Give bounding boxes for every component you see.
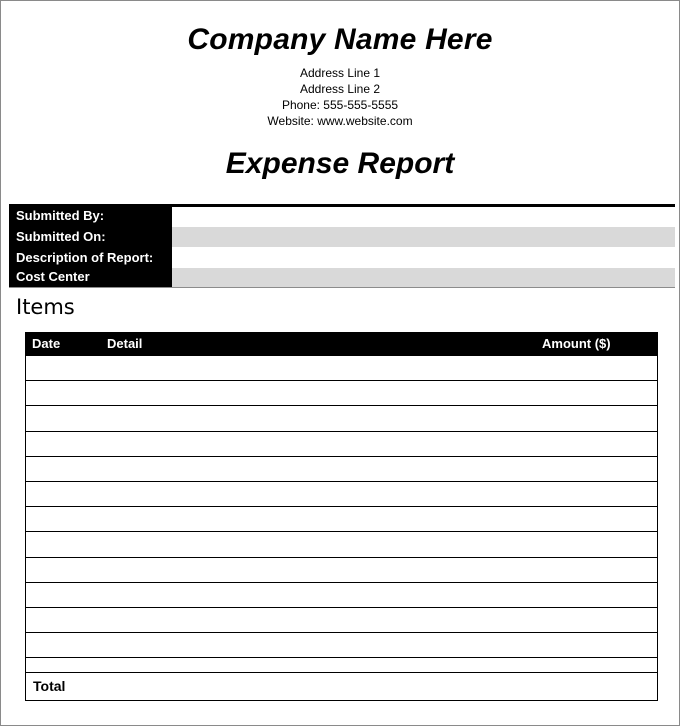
description-label: Description of Report: <box>16 250 154 265</box>
phone-line: Phone: 555-555-5555 <box>281 98 399 112</box>
table-row[interactable] <box>26 432 657 457</box>
info-row-description <box>9 248 675 268</box>
report-title: Expense Report <box>225 147 455 180</box>
table-row[interactable] <box>26 532 657 557</box>
address-line-1: Address Line 1 <box>299 66 381 80</box>
address-line-2: Address Line 2 <box>299 82 381 96</box>
column-header-amount: Amount ($) <box>542 336 611 351</box>
submitted-by-field[interactable] <box>172 206 675 226</box>
cost-center-field[interactable] <box>172 268 675 287</box>
cost-center-label: Cost Center <box>16 269 90 284</box>
description-field[interactable] <box>172 248 675 268</box>
column-header-date: Date <box>32 336 61 351</box>
column-header-detail: Detail <box>107 336 143 351</box>
table-row[interactable] <box>26 633 657 658</box>
table-row[interactable] <box>26 406 657 431</box>
info-bottom-rule <box>9 287 675 288</box>
table-row[interactable] <box>26 356 657 381</box>
info-row-cost-center <box>9 268 675 287</box>
info-row-submitted-on <box>9 227 675 247</box>
table-row[interactable] <box>26 583 657 608</box>
info-row-submitted-by <box>9 206 675 226</box>
table-row[interactable] <box>26 608 657 633</box>
submitted-on-label: Submitted On: <box>16 229 106 244</box>
table-row[interactable] <box>26 381 657 406</box>
table-row[interactable] <box>26 658 657 673</box>
table-row[interactable] <box>26 482 657 507</box>
table-row[interactable] <box>26 507 657 532</box>
table-row[interactable] <box>26 457 657 482</box>
website-line: Website: www.website.com <box>267 114 413 128</box>
total-label: Total <box>33 678 66 694</box>
items-table-header <box>26 333 657 356</box>
table-row[interactable] <box>26 558 657 583</box>
company-name: Company Name Here <box>187 23 493 56</box>
submitted-by-label: Submitted By: <box>16 208 105 223</box>
submitted-on-field[interactable] <box>172 227 675 247</box>
items-table <box>25 332 658 701</box>
items-heading: Items <box>16 295 75 319</box>
